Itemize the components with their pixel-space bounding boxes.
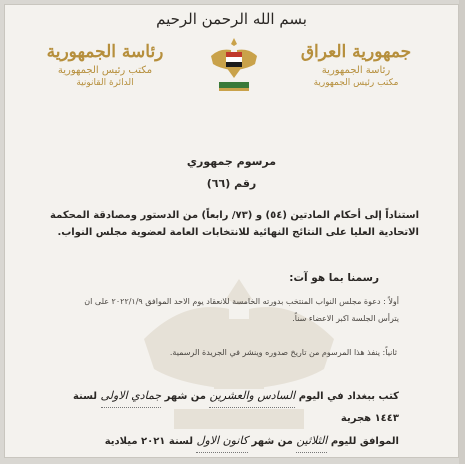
signing-line-1-month-label: من شهر (164, 391, 206, 402)
header-left-sub1: مكتب رئيس الجمهورية (57, 65, 153, 76)
header-right-main: جمهورية العراق (300, 42, 412, 62)
header-right-sub2: مكتب رئيس الجمهورية (313, 78, 399, 88)
decree-item-2: ثانياً: ينفذ هذا المرسوم من تاريخ صدوره وينشر في الجريدة الرسمية. (169, 348, 397, 357)
signing-block (64, 385, 399, 453)
signing-line-2-year: لسنة ٢٠٢١ ميلادية (104, 436, 193, 447)
handwritten-month-hijri: جمادي الاولى (101, 385, 162, 408)
signing-line-1 (64, 385, 399, 430)
header-left-main: رئاسة الجمهورية (46, 42, 164, 62)
signing-line-2-prefix: الموافق لليوم (330, 436, 399, 447)
signing-line-2 (64, 430, 399, 453)
decree-item-1: أولاً : دعوة مجلس النواب المنتخب بدورته الخامسة للانعقاد يوم الاحد الموافق ٢٠٢٢/١/٩ على ان يترأس الجلسة اكبر الاعضاء سناً. (84, 297, 399, 323)
iraq-eagle-emblem-icon (209, 34, 259, 96)
signing-line-1-prefix: كتب ببغداد في اليوم (298, 391, 399, 402)
handwritten-month-gregorian: كانون الاول (196, 430, 248, 453)
header-basmala: بسم الله الرحمن الرحيم (156, 10, 307, 28)
document-page (4, 4, 459, 458)
scrollbar[interactable] (459, 0, 465, 464)
handwritten-day-gregorian: الثلاثين (296, 430, 327, 453)
decree-title: مرسوم جمهوري (186, 155, 277, 168)
handwritten-day-hijri: السادس والعشرين (209, 385, 295, 408)
decree-number: رقم (٦٦) (206, 177, 257, 190)
signing-line-1-year: لسنة ١٤٤٣ هجرية (72, 391, 399, 424)
header-left-sub2: الدائرة القانونية (76, 78, 134, 88)
header-right-block (281, 42, 431, 88)
decree-heading: رسمنا بما هو آت: (289, 272, 379, 284)
decree-preamble: استناداً إلى أحكام المادتين (٥٤) و (٧٣/ رابعاً) من الدستور ومصادقة المحكمة الاتحادية العليا على النتائج النهائية للانتخابات العامة لعضوية مجلس النواب. (50, 210, 419, 238)
header-right-sub1: رئاسة الجمهورية (321, 65, 391, 76)
signing-line-2-month-label: من شهر (251, 436, 293, 447)
header-left-block (40, 42, 170, 88)
